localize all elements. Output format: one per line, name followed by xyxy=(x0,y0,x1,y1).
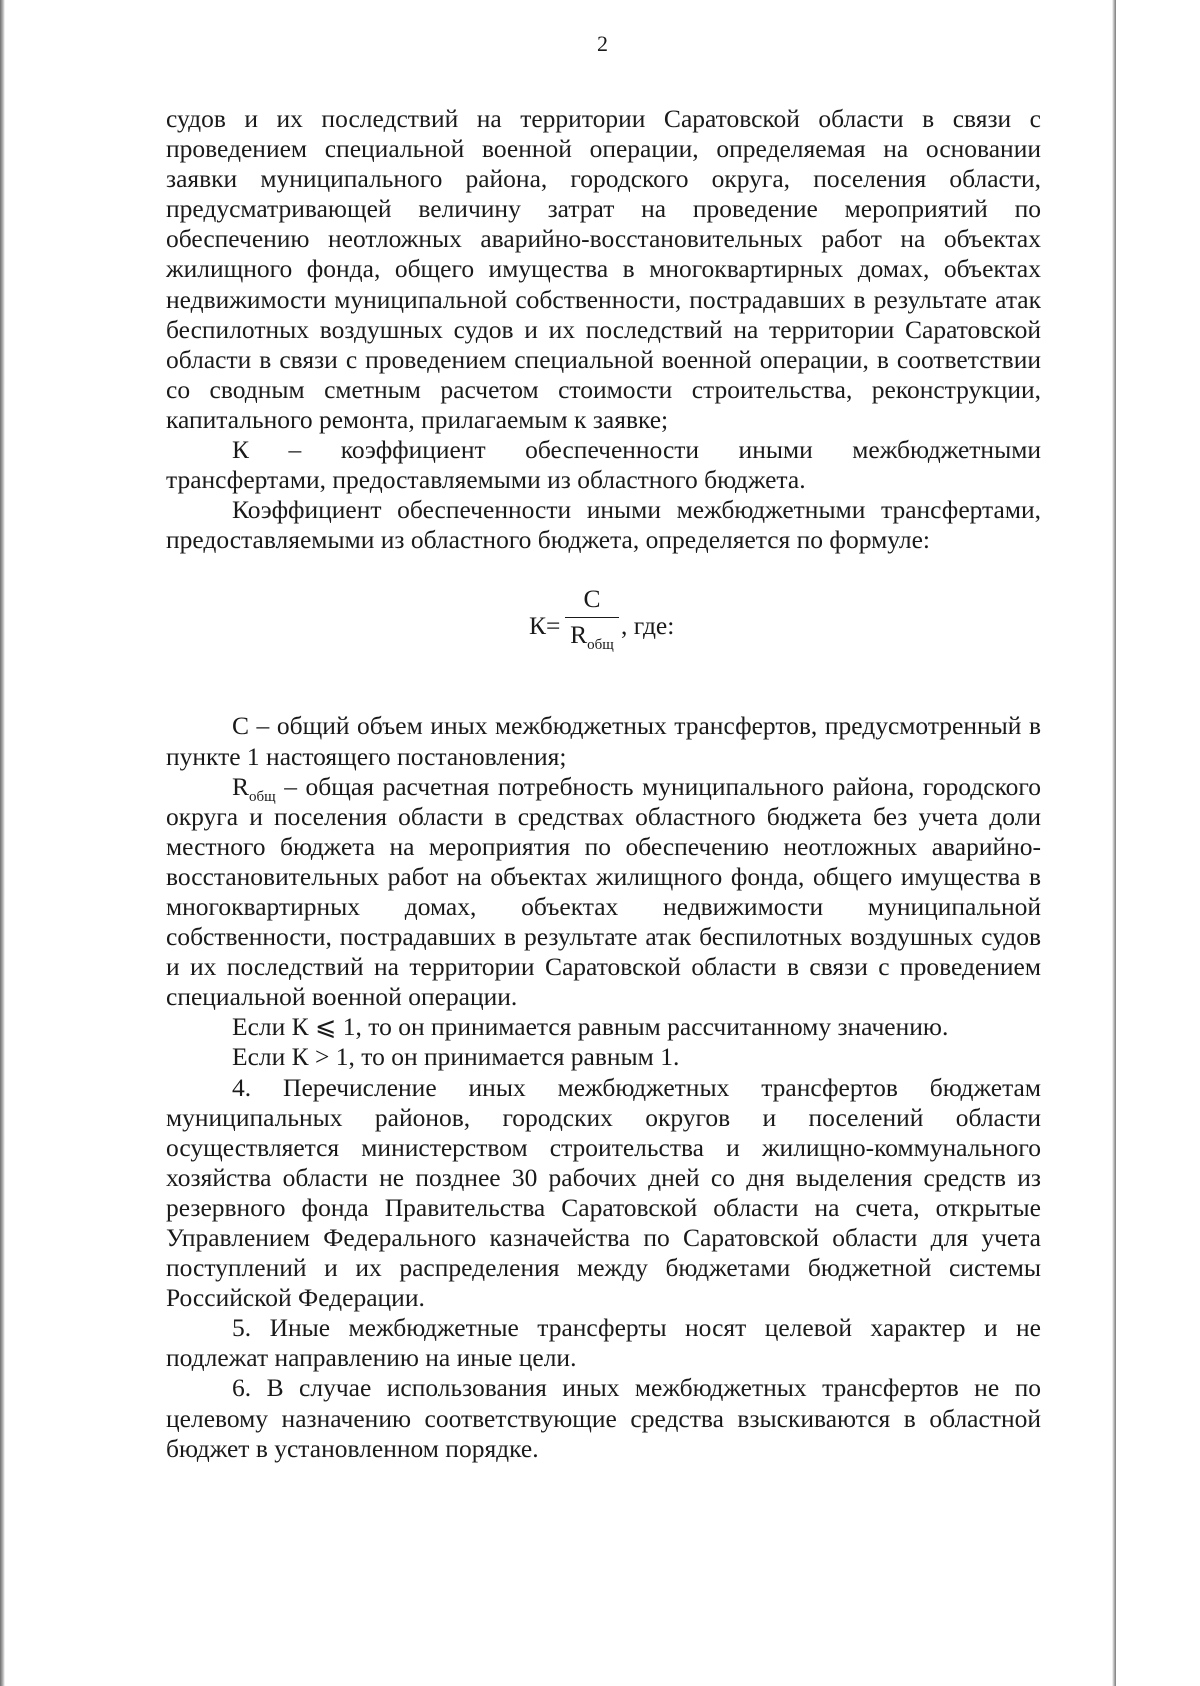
paragraph-item-5: 5. Иные межбюджетные трансферты носят целевой характер и не подлежат направлению на иные цели. xyxy=(166,1313,1041,1373)
scan-edge-left xyxy=(0,0,5,1686)
paragraph-c-definition: С – общий объем иных межбюджетных трансфертов, предусмотренный в пункте 1 настоящего постановления; xyxy=(166,711,1041,771)
denominator-symbol: R xyxy=(570,620,588,650)
formula-block xyxy=(166,555,1041,711)
r-definition-text: – общая расчетная потребность муниципального района, городского округа и поселения области в средствах областного бюджета без учета доли местного бюджета на мероприятия по обеспечению неотложных аварийно-восстановительных работ на объектах жилищного фонда, общего имущества в многоквартирных домах, объектах недвижимости муниципальной собственности, пострадавших в результате атак беспилотных воздушных судов и их последствий на территории Саратовской области в связи с проведением специальной военной операции. xyxy=(166,771,1041,1012)
formula-denominator xyxy=(565,618,619,652)
paragraph-coefficient-definition: К – коэффициент обеспеченности иными межбюджетными трансфертами, предоставляемыми из областного бюджета. xyxy=(166,435,1041,495)
scan-edge-right xyxy=(1112,0,1116,1686)
formula-fraction xyxy=(565,581,619,652)
paragraph-k-le-1: Если К ⩽ 1, то он принимается равным рассчитанному значению. xyxy=(232,1012,949,1042)
formula-lhs: К= xyxy=(529,611,561,641)
paragraph-k-gt-1: Если К > 1, то он принимается равным 1. xyxy=(232,1042,680,1072)
document-body xyxy=(166,104,1041,1464)
paragraph-formula-intro: Коэффициент обеспеченности иными межбюджетными трансфертами, предоставляемыми из областного бюджета, определяется по формуле: xyxy=(166,495,1041,555)
paragraph-item-4: 4. Перечисление иных межбюджетных трансфертов бюджетам муниципальных районов, городских округов и поселений области осуществляется министерством строительства и жилищно-коммунального хозяйства области не позднее 30 рабочих дней со дня выделения средств из резервного фонда Правительства Саратовской области на счета, открытые Управлением Федерального казначейства по Саратовской области для учета поступлений и их распределения между бюджетами бюджетной системы Российской Федерации. xyxy=(166,1072,1041,1313)
paragraph-1: судов и их последствий на территории Саратовской области в связи с проведением специальной военной операции, определяемая на основании заявки муниципального района, городского округа, поселения области, предусматривающей величину затрат на проведение мероприятий по обеспечению неотложных аварийно-восстановительных работ на объектах жилищного фонда, общего имущества в многоквартирных домах, объектах недвижимости муниципальной собственности, пострадавших в результате атак беспилотных воздушных судов и их последствий на территории Саратовской области в связи с проведением специальной военной операции, в соответствии со сводным сметным расчетом стоимости строительства, реконструкции, капитального ремонта, прилагаемым к заявке; xyxy=(166,104,1041,434)
page-number: 2 xyxy=(597,31,608,56)
formula-tail: , где: xyxy=(621,611,675,641)
paragraph-item-6: 6. В случае использования иных межбюджетных трансфертов не по целевому назначению соответствующие средства взыскиваются в областной бюджет в установленном порядке. xyxy=(166,1373,1041,1463)
denominator-subscript: общ xyxy=(587,637,614,654)
r-symbol: R xyxy=(232,771,250,801)
r-subscript: общ xyxy=(249,788,276,805)
formula-numerator: С xyxy=(583,584,601,614)
paragraph-r-definition xyxy=(166,772,1041,1013)
